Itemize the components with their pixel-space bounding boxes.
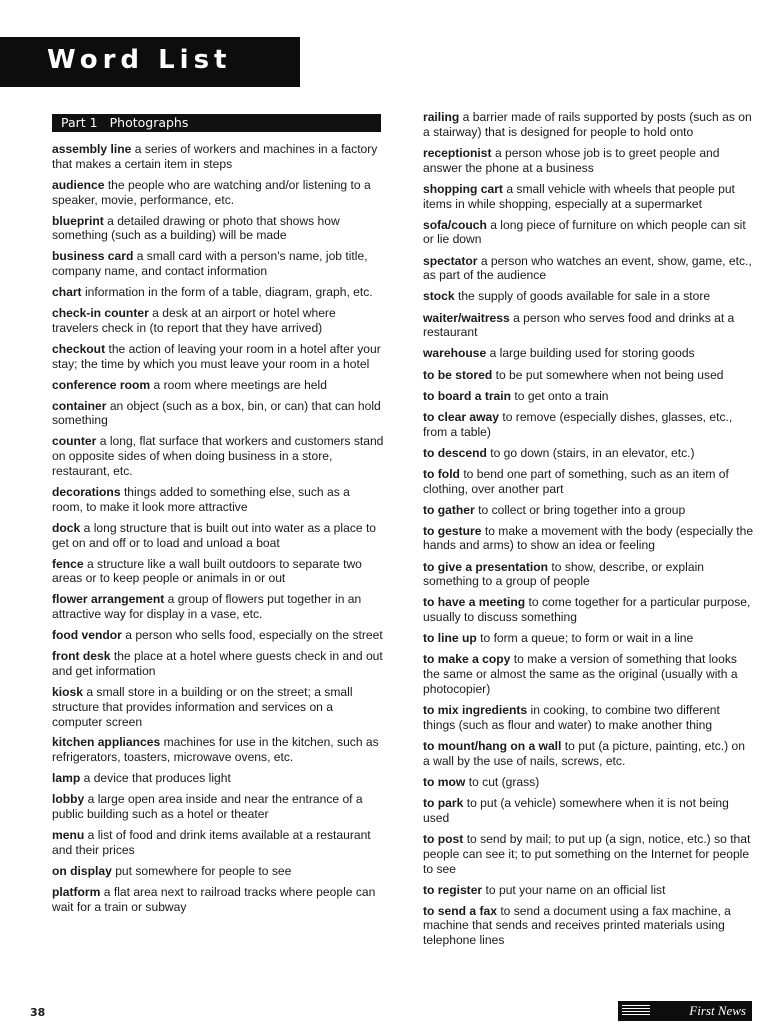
- entry-definition: a large building used for storing goods: [489, 346, 695, 361]
- entry-term: kiosk: [52, 684, 83, 699]
- word-entry: [52, 434, 384, 478]
- entry-term: to post: [423, 831, 464, 846]
- entry-definition: a room where meetings are held: [153, 377, 327, 392]
- entry-term: counter: [52, 434, 97, 449]
- entry-definition: a small vehicle with wheels that people put items in while shopping, especially at a supermarket: [423, 181, 735, 211]
- word-entry: [52, 399, 384, 429]
- entry-definition: a group of flowers put together in an attractive way for display in a vase, etc.: [52, 592, 362, 622]
- entry-definition: to cut (grass): [468, 774, 540, 789]
- publisher-name: First News: [689, 1003, 746, 1018]
- entry-term: decorations: [52, 485, 121, 500]
- entry-definition: a small store in a building or on the street; a small structure that provides information and services on a computer screen: [52, 684, 353, 729]
- entry-term: to gather: [423, 502, 475, 517]
- word-entry: [52, 592, 384, 622]
- entry-definition: to be put somewhere when not being used: [495, 367, 724, 382]
- word-entry: [423, 503, 755, 518]
- entry-term: on display: [52, 863, 112, 878]
- word-entry: [423, 368, 755, 383]
- entry-term: to fold: [423, 466, 460, 481]
- entry-definition: a person who serves food and drinks at a restaurant: [423, 310, 735, 340]
- entry-definition: to bend one part of something, such as an item of clothing, over another part: [423, 466, 729, 496]
- entry-term: to mow: [423, 774, 466, 789]
- entry-term: check-in counter: [52, 306, 149, 321]
- word-entry: [423, 883, 755, 898]
- entry-term: warehouse: [423, 346, 487, 361]
- entry-definition: the people who are watching and/or listening to a speaker, movie, performance, etc.: [52, 177, 371, 207]
- entry-term: waiter/waitress: [423, 310, 510, 325]
- entry-term: lobby: [52, 792, 85, 807]
- entry-term: sofa/couch: [423, 217, 487, 232]
- part-title: Photographs: [109, 115, 189, 130]
- entry-definition: information in the form of a table, diagram, graph, etc.: [84, 285, 373, 300]
- entry-definition: a list of food and drink items available at a restaurant and their prices: [52, 828, 371, 857]
- entry-definition: to collect or bring together into a group: [478, 502, 686, 517]
- entry-definition: a device that produces light: [83, 771, 231, 786]
- entry-term: assembly line: [52, 142, 132, 156]
- word-entry: [423, 389, 755, 404]
- word-entry: [52, 249, 384, 279]
- entry-definition: a structure like a wall built outdoors to separate two areas or to keep people or animals in or out: [52, 556, 362, 586]
- word-entry: [423, 560, 755, 590]
- publisher-lines-icon: [622, 1005, 650, 1017]
- entry-definition: an object (such as a box, bin, or can) that can hold something: [52, 398, 381, 428]
- entry-definition: a large open area inside and near the entrance of a public building such as a hotel or theater: [52, 792, 363, 822]
- entry-definition: a desk at an airport or hotel where travelers check in (to report that they have arrived): [52, 306, 336, 335]
- entry-definition: a long piece of furniture on which people can sit or lie down: [423, 217, 746, 247]
- word-entry: [52, 214, 384, 244]
- entry-term: to give a presentation: [423, 559, 548, 574]
- entry-term: checkout: [52, 341, 106, 356]
- word-entry: [423, 254, 755, 284]
- page-title: Word List: [47, 45, 232, 75]
- entry-term: to board a train: [423, 388, 512, 403]
- entry-term: to park: [423, 796, 464, 811]
- entry-definition: a barrier made of rails supported by posts (such as on a stairway) that is designed for people to hold onto: [423, 110, 752, 139]
- word-entry: [52, 285, 384, 300]
- entry-term: menu: [52, 828, 85, 843]
- entry-term: to send a fax: [423, 903, 497, 918]
- word-entry: [52, 685, 384, 729]
- left-column: [52, 142, 384, 921]
- entry-term: receptionist: [423, 145, 492, 160]
- entry-definition: in cooking, to combine two different things (such as flour and water) to make another thing: [423, 703, 720, 732]
- entry-term: to line up: [423, 631, 477, 646]
- entry-term: conference room: [52, 377, 151, 392]
- entry-definition: to send by mail; to put up (a sign, notice, etc.) so that people can see it; to put something on the Internet for people to see: [423, 831, 751, 876]
- word-entry: [52, 178, 384, 208]
- word-entry: [52, 649, 384, 679]
- entry-definition: a detailed drawing or photo that shows how something (such as a building) will be made: [52, 213, 340, 243]
- entry-definition: the action of leaving your room in a hotel after your stay; the time by which you must leave your room in a hotel: [52, 341, 381, 371]
- entry-definition: the place at a hotel where guests check in and out and get information: [52, 649, 383, 678]
- entry-term: to mix ingredients: [423, 703, 528, 718]
- entry-definition: to show, describe, or explain something to a group of people: [423, 559, 704, 589]
- entry-term: fence: [52, 556, 84, 571]
- entry-term: to have a meeting: [423, 595, 526, 610]
- word-entry: [423, 446, 755, 461]
- word-entry: [423, 832, 755, 876]
- entry-term: kitchen appliances: [52, 735, 161, 750]
- word-entry: [423, 775, 755, 790]
- publisher-logo: [618, 1001, 752, 1021]
- word-entry: [423, 703, 755, 733]
- entry-term: container: [52, 398, 107, 413]
- entry-definition: to put your name on an official list: [485, 882, 666, 897]
- word-entry: [423, 904, 755, 948]
- word-entry: [423, 346, 755, 361]
- entry-definition: a flat area next to railroad tracks where people can wait for a train or subway: [52, 884, 376, 914]
- word-entry: [423, 796, 755, 826]
- entry-definition: to get onto a train: [514, 388, 609, 403]
- entry-definition: machines for use in the kitchen, such as refrigerators, toasters, microwave ovens, etc.: [52, 735, 379, 765]
- entry-definition: the supply of goods available for sale in a store: [457, 289, 711, 304]
- word-entry: [423, 652, 755, 696]
- entry-term: front desk: [52, 649, 111, 664]
- word-entry: [52, 342, 384, 372]
- part-header: [52, 114, 381, 132]
- word-entry: [52, 142, 384, 172]
- word-entry: [423, 524, 755, 554]
- entry-definition: to put (a picture, painting, etc.) on a wall by the use of nails, screws, etc.: [423, 739, 745, 768]
- entry-term: food vendor: [52, 628, 122, 643]
- entry-term: to be stored: [423, 367, 493, 382]
- entry-definition: put somewhere for people to see: [115, 863, 292, 878]
- entry-definition: to form a queue; to form or wait in a line: [480, 631, 694, 646]
- word-entry: [52, 828, 384, 858]
- word-entry: [423, 631, 755, 646]
- entry-definition: things added to something else, such as a room, to make it look more attractive: [52, 485, 350, 514]
- entry-term: to register: [423, 882, 483, 897]
- entry-definition: a person who watches an event, show, game, etc., as part of the audience: [423, 253, 752, 283]
- page-number: 38: [30, 1006, 46, 1019]
- word-entry: [52, 771, 384, 786]
- entry-term: to clear away: [423, 409, 499, 424]
- entry-definition: a long, flat surface that workers and customers stand on opposite sides of when doing business in a store, restaurant, etc.: [52, 434, 384, 479]
- entry-term: audience: [52, 177, 105, 192]
- word-entry: [52, 485, 384, 515]
- entry-term: platform: [52, 884, 101, 899]
- entry-definition: a person who sells food, especially on the street: [125, 628, 383, 643]
- entry-term: shopping cart: [423, 181, 503, 196]
- word-entry: [52, 885, 384, 915]
- entry-term: spectator: [423, 253, 478, 268]
- entry-definition: to go down (stairs, in an elevator, etc.): [490, 445, 695, 460]
- entry-definition: to make a version of something that looks the same or almost the same as the original (usually with a photocopier): [423, 652, 738, 697]
- entry-definition: to come together for a particular purpose, usually to discuss something: [423, 595, 751, 625]
- word-entry: [52, 864, 384, 879]
- entry-term: dock: [52, 520, 81, 535]
- entry-term: business card: [52, 249, 134, 264]
- title-banner: [0, 37, 300, 87]
- entry-term: to gesture: [423, 523, 482, 538]
- right-column: [423, 110, 755, 954]
- word-entry: [423, 182, 755, 212]
- entry-definition: to remove (especially dishes, glasses, etc., from a table): [423, 409, 733, 439]
- word-entry: [423, 289, 755, 304]
- entry-term: flower arrangement: [52, 592, 165, 607]
- word-entry: [52, 792, 384, 822]
- entry-definition: to put (a vehicle) somewhere when it is not being used: [423, 796, 729, 825]
- entry-definition: a small card with a person's name, job title, company name, and contact information: [52, 249, 368, 279]
- word-entry: [423, 739, 755, 769]
- word-entry: [52, 628, 384, 643]
- word-entry: [52, 378, 384, 393]
- word-entry: [52, 306, 384, 336]
- word-entry: [52, 521, 384, 551]
- entry-term: to mount/hang on a wall: [423, 739, 562, 754]
- entry-term: stock: [423, 289, 455, 304]
- word-entry: [423, 146, 755, 176]
- entry-definition: a person whose job is to greet people and answer the phone at a business: [423, 145, 720, 175]
- entry-term: lamp: [52, 771, 81, 786]
- word-entry: [423, 218, 755, 248]
- entry-term: blueprint: [52, 213, 104, 228]
- entry-term: to descend: [423, 445, 487, 460]
- word-entry: [423, 110, 755, 140]
- word-entry: [423, 595, 755, 625]
- word-entry: [52, 557, 384, 587]
- word-entry: [423, 467, 755, 497]
- word-entry: [423, 311, 755, 341]
- entry-term: to make a copy: [423, 652, 511, 667]
- entry-term: chart: [52, 285, 82, 300]
- entry-definition: a series of workers and machines in a factory that makes a certain item in steps: [52, 142, 378, 171]
- entry-term: railing: [423, 110, 460, 124]
- word-entry: [52, 735, 384, 765]
- entry-definition: to make a movement with the body (especially the hands and arms) to show an idea or feeling: [423, 523, 754, 553]
- word-entry: [423, 410, 755, 440]
- entry-definition: to send a document using a fax machine, a machine that sends and receives printed materials using telephone lines: [423, 903, 731, 948]
- entry-definition: a long structure that is built out into water as a place to get on and off or to load and unload a boat: [52, 520, 377, 550]
- part-label: Part 1: [61, 115, 98, 130]
